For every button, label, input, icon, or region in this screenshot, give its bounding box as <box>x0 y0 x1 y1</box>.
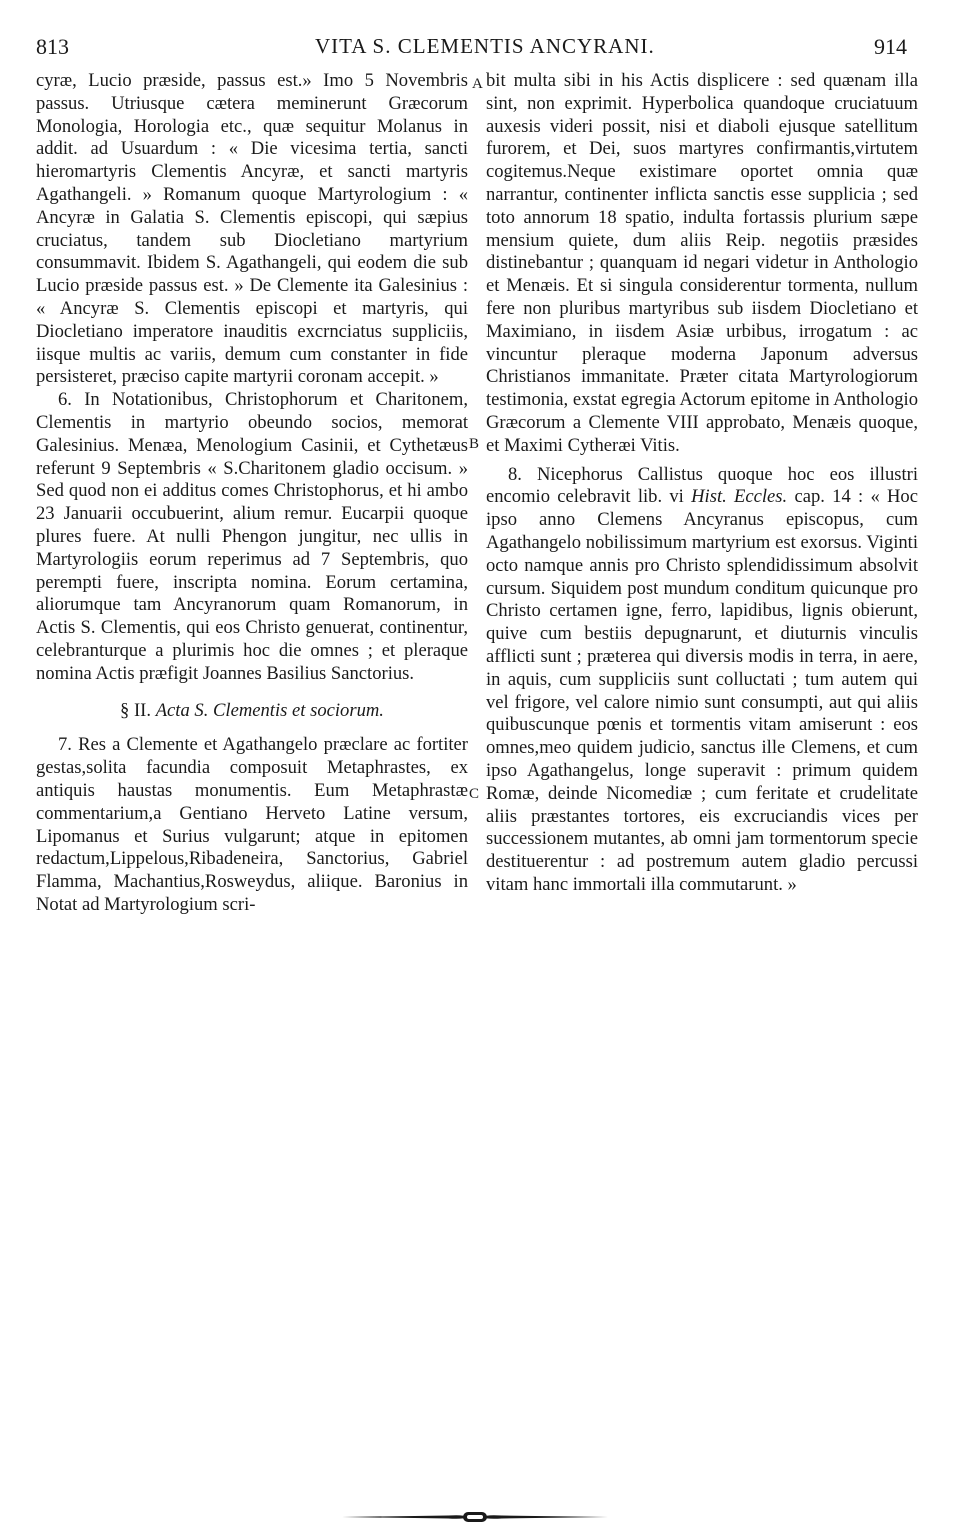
paragraph-8-start: 8. Nicephorus Callistus quoque hoc eos illustri encomio celebravit lib. vi <box>486 463 918 508</box>
paragraph-8 <box>486 464 918 897</box>
paragraph-7-continued: bit multa sibi in his Actis displicere : sed quænam illa sint, non exprimit. Hyperbolica quandoque cruciatuum auxesis videri possit, nisi et diaboli ejusque satellitum furorem, et Dei, suos martyres confirmantis,virtutem cogitemus.Neque existimare oportet omnia quæ narrantur, continenter inflicta sanctis esse supplicia ; sed toto annorum 18 spatio, indulta fortassis plurium sæpe mensium quiete, dum aliis Reip. negotiis præsides distinebantur ; quanquam id negari videtur in Anthologio et Menæis. Et si singula considerentur tormenta, nullum fere non pluribus martyribus sub iisdem Diocletiano et Maximiano, in iisdem Asiæ urbibus, irrogatum : ac vincuntur pleraque moderna Japonum adversus Christianos immanitate. Præter citata Martyrologiorum testimonia, exstat egregia Actorum epitome in Anthologio Græcorum a Clemente VIII approbato, Menæis quoque, et Maximi Cytheræi Vitis. <box>486 70 918 456</box>
margin-letter-a: A <box>472 76 483 92</box>
page-number-right: 914 <box>874 34 907 59</box>
paragraph-5-continued: cyræ, Lucio præside, passus est.» Imo 5 Novembris passus. Utriusque cætera meminerunt Græcorum Monologia, Horologia etc., quæ sequitur Molanus in addit. ad Usuardum : « Die vicesima tertia, sancti hieromartyris Clementis Ancyræ, et sancti martyris Agathangeli. » Romanum quoque Martyrologium : « Ancyræ in Galatia S. Clementis episcopi, qui sæpius cruciatus, tandem sub Diocletiano martyrium consummavit. Ibidem S. Agathangeli, qui eodem die sub Lucio præside passus est. » De Clemente ita Galesinius : « Ancyræ S. Clementis episcopi et martyris, qui Diocletiano imperatore inauditis excrnciatus suppliciis, iisque multis ac variis, demum cum constanter in fide persisteret, præciso capite martyrii coronam accepit. » <box>36 70 468 388</box>
section-title: Acta S. Clementis et sociorum. <box>155 699 384 721</box>
end-ornament <box>340 1505 610 1529</box>
running-title: VITA S. CLEMENTIS ANCYRANI. <box>315 34 655 58</box>
paragraph-7: 7. Res a Clemente et Agathangelo præclare ac fortiter gestas,solita facundia composuit Metaphrastes, ex antiquis haustas monumentis. Eum Metaphrastæ commentarium,a Gentiano Herveto Latine versum, Lipomanus et Surius vulgarunt; atque in epitomen redactum,Lippelous,Ribadeneira, Sanctorius, Gabriel Flamma, Machantius,Rosweydus, aliique. Baronius in Notat ad Martyrologium scri- <box>36 734 468 915</box>
paragraph-6: 6. In Notationibus, Christophorum et Charitonem, Clementis in martyrio obeundo socios, memorat Galesinius. Menæa, Menologium Casinii, et Cythetæus referunt 9 Septembris « S.Charitonem gladio occisum. » Sed quod non ei additus comes Christophorus, et hi ambo 23 Januarii occubuerint, alium remur. Eucarpii quoque plures fuere. At nulli Phengon jungitur, nec ullis in Martyrologiis eorum reperimus ad 7 Septembris, quo perempti fuere, inscripta nomina. Eorum certamina, aliorumque tam Ancyranorum quam Romanorum, in Actis S. Clementis, qui eos Christo genuerat, continentur, celebranturque a plurimis hoc die omnes ; et pleraque nomina Actis præfigit Joannes Basilius Sanctorius. <box>36 389 468 684</box>
paragraph-8-rest: cap. 14 : « Hoc ipso anno Clemens Ancyranus episcopus, cum Agathangelo nobilissimum martyrium est exorsus. Viginti octo namque annis pro Christo splendidissimum absolvit cursum. Siquidem post mundum conditum quicunque pro Christo certamen igne, ferro, lapidibus, lignis obierunt, quive cum bestiis depugnarunt, et diuturnis vinculis afflicti sunt ; præterea qui diversis modis in terra, in aere, in aquis, cum suppliciis sunt colluctati ; tum autem qui vel frigore, vel calore nimio sunt consumpti, aut qui aliis quibuscunque pœnis et tormentis vitam amiserunt : eos omnes,meo quidem judicio, sanctus ille Clemens, et cum ipso Agathangelus, longe superavit : primum quidem Romæ, deinde Nicomediæ ; cum feritate et crudelitate aliis præstantes tortores, eis excruciandis vices per successionem mutantes, ab omni jam tormentorum specie destituerentur : ad postremum autem gladio percussi vitam hanc immortali illa commutarunt. » <box>486 486 918 895</box>
margin-letter-c: C <box>469 786 480 802</box>
page-number-left: 813 <box>36 34 69 59</box>
section-number: § II. <box>120 699 152 721</box>
right-column <box>486 70 918 897</box>
section-heading <box>36 700 468 723</box>
margin-letter-b: B <box>469 436 480 452</box>
ornament-graphic <box>340 1505 610 1529</box>
left-column <box>36 70 468 917</box>
work-reference: Hist. Eccles. <box>691 486 788 508</box>
running-header <box>0 30 955 64</box>
